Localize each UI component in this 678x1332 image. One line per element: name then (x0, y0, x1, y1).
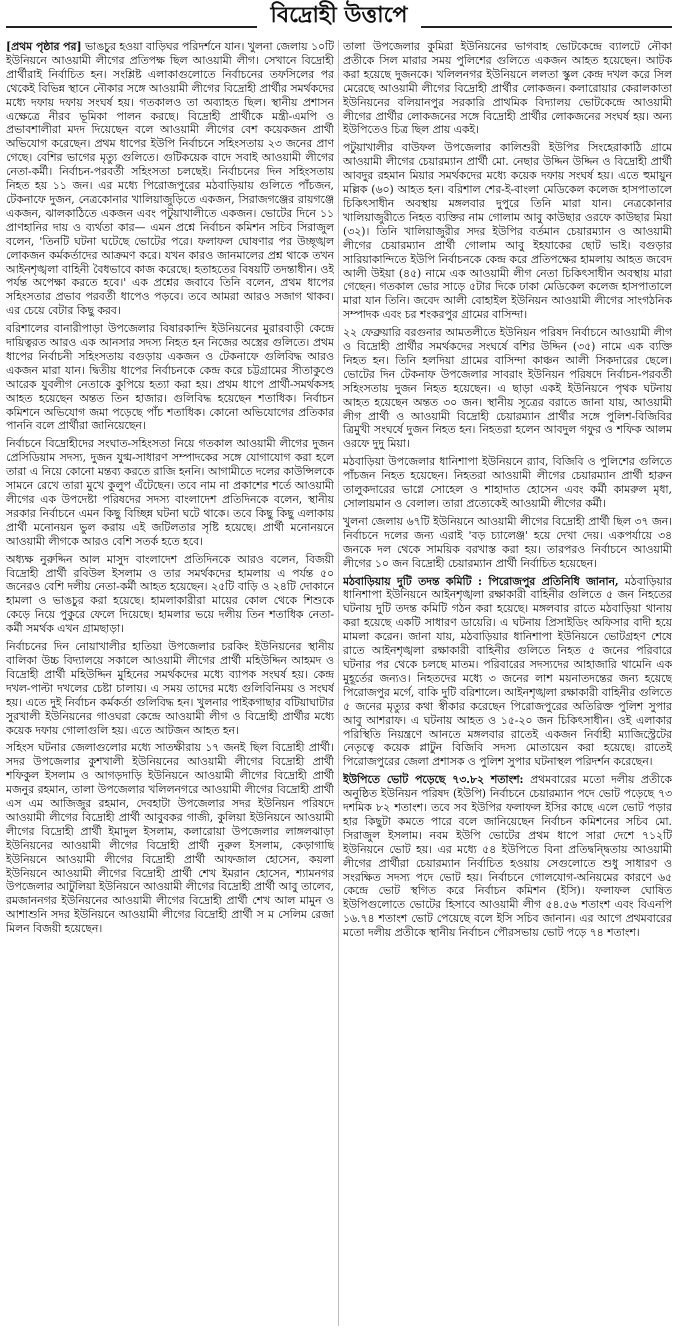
article-paragraph: সহিংস ঘটনার জেলাগুলোর মধ্যে সাতক্ষীরায় ১৭ জনই ছিল বিদ্রোহী প্রার্থী। সদর উপজেলার কুশখালী ইউনিয়নের আওয়ামী লীগের বিদ্রোহী প্রার্থী শফিকুল ইসলাম ও আগড়দাড়ি ইউনিয়নে আওয়ামী লীগের বিদ্রোহী প্রার্থী মজনুর রহমান, তালা উপজেলার খলিলনগরে আওয়ামী লীগের বিদ্রোহী প্রার্থী এস এম আজিজুর রহমান, দেবহাটা উপজেলার সদর ইউনিয়ন পরিষদে আওয়ামী লীগের বিদ্রোহী প্রার্থী আবুবকর গাজী, কুলিয়া ইউনিয়নে আওয়ামী লীগের বিদ্রোহী প্রার্থী ইমাদুল ইসলাম, কলারোয়া উপজেলার লাঙ্গলঝাড়া ইউনিয়নের আওয়ামী লীগের বিদ্রোহী প্রার্থী নুরুল ইসলাম, কেড়াগাছি ইউনিয়নে আওয়ামী লীগের বিদ্রোহী প্রার্থী আফজাল হোসেন, কয়লা ইউনিয়নে আওয়ামী লীগের বিদ্রোহী প্রার্থী শেখ ইমরান হোসেন, শ্যামনগর উপজেলার আটুলিয়া ইউনিয়নে আওয়ামী লীগের বিদ্রোহী প্রার্থী আবু তালেব, রমজাননগর ইউনিয়নের আওয়ামী লীগের বিদ্রোহী প্রার্থী শেখ আল মামুন ও আশাশুনি সদর ইউনিয়নে আওয়ামী লীগের বিদ্রোহী প্রার্থী স ম সেলিম রেজা মিলন বিজয়ী হয়েছেন। (6, 741, 334, 936)
article-paragraph (6, 40, 334, 318)
subheading: ইউপিতে ভোট পড়েছে ৭৩.৮২ শতাংশ: (343, 773, 524, 787)
left-column (6, 40, 334, 1328)
article-paragraph: মঠবাড়িয়া উপজেলার ধানিশাপা ইউনিয়নে র‍্যাব, বিজিবি ও পুলিশের গুলিতে পাঁচজন নিহত হয়েছেন। নিহতরা আওয়ামী লীগের চেয়ারম্যান প্রার্থী হারুন তালুকদারের ভাগ্নে সোহেল ও শাহাদাত হোসেন এবং কর্মী কামরুল মৃধা, সোলায়মান ও বেলাল। তারা প্রত্যেকেই আওয়ামী লীগের কর্মী। (343, 455, 672, 510)
article-paragraph: অধ্যক্ষ নুরুদ্দিন আল মাসুদ বাংলাদেশ প্রতিদিনকে আরও বলেন, বিজয়ী বিদ্রোহী প্রার্থী রবিউল ইসলাম ও তার সমর্থকদের হামলায় এ পর্যন্ত ৫০ জনেরও বেশি দলীয় নেতা-কর্মী আহত হয়েছেন। ২৫টি বাড়ি ও ২৪টি দোকানে হামলা ও ভাঙচুর করা হয়েছে। হামলাকারীরা মায়ের কোল থেকে শিশুকে কেড়ে নিয়ে পুকুরে ফেলে দিয়েছে। হামলার ভয়ে দলীয় তিন শতাধিক নেতা-কর্মী সমর্থক এখন গ্রামছাড়া। (6, 552, 334, 636)
article-paragraph: নির্বাচনে বিদ্রোহীদের সংঘাত-সহিংসতা নিয়ে গতকাল আওয়ামী লীগের দুজন প্রেসিডিয়াম সদস্য, দুজন যুগ্ম-সাধারণ সম্পাদকের সঙ্গে যোগাযোগ করা হলে তারা এ নিয়ে কোনো মন্তব্য করতে রাজি হননি। আগামীতে দলের কাউন্সিলকে সামনে রেখে তারা মুখে কুলুপ এঁটেছেন। তবে নাম না প্রকাশের শর্তে আওয়ামী লীগের এক উপদেষ্টা পরিষদের সদস্য বাংলাদেশ প্রতিদিনকে বলেন, স্থানীয় সরকার নির্বাচনে এমন কিছু বিচ্ছিন্ন ঘটনা ঘটে থাকে। তবে কিছু কিছু এলাকায় প্রার্থী মনোনয়ন ভুল করায় এই জটিলতার সৃষ্টি হয়েছে। প্রার্থী মনোনয়নে আওয়ামী লীগকে আরও বেশি সতর্ক হতে হবে। (6, 437, 334, 548)
section-paragraph (343, 773, 672, 940)
article-paragraph: বরিশালের বানারীপাড়া উপজেলার বিষারকান্দি ইউনিয়নের মুরারবাড়ী কেন্দ্রে দায়িত্বরত আরও এক আনসার সদস্য নিহত হন নিজের অস্ত্রের গুলিতে। প্রথম ধাপের নির্বাচনী সহিংসতায় বগুড়ায় একজন ও টেকনাফে গুলিবিদ্ধ আরও একজন মারা যান। দ্বিতীয় ধাপের নির্বাচনকে কেন্দ্র করে চট্টগ্রামের সীতাকুণ্ডে আরেক যুবলীগ নেতাকে কুপিয়ে হত্যা করা হয়। প্রথম ধাপে প্রার্থী-সমর্থকসহ আহত হয়েছেন অন্তত তিন হাজার। গুলিবিদ্ধ হয়েছেন শতাধিক। নির্বাচন কমিশনে অভিযোগ জমা পড়েছে পাঁচ শতাধিক। কোনো অভিযোগের প্রতিকার পাননি বলে প্রার্থীরা জানিয়েছেন। (6, 322, 334, 433)
continuation-label: [প্রথম পৃষ্ঠার পর] (6, 40, 82, 53)
paragraph-text: মঠবাড়িয়ার ধানিশাপা ইউনিয়নে আইনশৃঙ্খলা রক্ষাকারী বাহিনীর গুলিতে ৫ জন নিহতের ঘটনায় দুটি তদন্ত কমিটি গঠন করা হয়েছে। মঙ্গলবার রাতে মঠবাড়িয়া থানায় করা হয়েছে একটি সাধারণ ডায়েরি। এ ঘটনায় প্রিসাইডিং অফিসার বাদী হয়ে মামলা করেন। জানা যায়, মঠবাড়িয়ার ধানিশাপা ইউনিয়নে ভোটগ্রহণ শেষে রাতে আইনশৃঙ্খলা রক্ষাকারী বাহিনীর গুলিতে নিহত ৫ জনের পরিবারে ঘটনার পর থেকে চলছে মাতম। পরিবারের সদস্যদের আহাজারি থামেনি এক মুহূর্তের জন্যও। নিহতদের মধ্যে ৩ জনের লাশ ময়নাতদন্তের জন্য হয়েছে পিরোজপুর মর্গে, বাকি দুটি বরিশালে। আইনশৃঙ্খলা রক্ষাকারী বাহিনীর গুলিতে ৫ জনের মৃত্যুর কথা স্বীকার করেছেন পিরোজপুরের অতিরিক্ত পুলিশ সুপার আবু আশরাফ। এ ঘটনায় আহত ও ১৫-২০ জন চিকিৎসাধীন। ওই এলাকার পরিস্থিতি নিয়ন্ত্রণে আনতে মঙ্গলবার রাতেই একজন নির্বাহী ম্যাজিস্ট্রেটের নেতৃত্বে কয়েক প্লাটুন বিজিবি সদস্য মোতায়েন করা হয়েছে। রাতেই পিরোজপুরের জেলা প্রশাসক ও পুলিশ সুপার ঘটনাস্থল পরিদর্শন করেছেন। (343, 574, 672, 769)
article-paragraph: তালা উপজেলার কুমিরা ইউনিয়নের ভাগবাহ ভোটকেন্দ্রে ব্যালটে নৌকা প্রতীকে সিল মারার সময় পুলিশের গুলিতে একজন আহত হয়েছেন। আটক করা হয়েছে দুজনকে। খলিলনগর ইউনিয়নে ললতা স্কুল কেন্দ্র দখল করে সিল মেরেছে আওয়ামী লীগের বিদ্রোহী প্রার্থীর লোকজন। কলারোয়ার কেরালকাতা ইউনিয়নের বলিয়ানপুর সরকারি প্রাথমিক বিদ্যালয় ভোটকেন্দ্রে আওয়ামী লীগের প্রার্থীর লোকজনের সঙ্গে বিদ্রোহী প্রার্থীর লোকজনের সংঘর্ষ হয়। অন্য ইউপিতেও চিত্র ছিল প্রায় একই। (343, 40, 672, 137)
headline-text: বিদ্রোহী উত্তাপে (257, 2, 422, 28)
article-paragraph: খুলনা জেলায় ৬৭টি ইউনিয়নে আওয়ামী লীগের বিদ্রোহী প্রার্থী ছিল ৩৭ জন। নির্বাচনে দলের জন্য এরাই 'বড় চ্যালেঞ্জ' হয়ে দেখা দেয়। একপর্যায়ে ৩৪ জনকে দল থেকে সাময়িক বরখাস্ত করা হয়। তারপরও নির্বাচনে আওয়ামী লীগের ১০ জন বিদ্রোহী চেয়ারম্যান প্রার্থী নির্বাচিত হয়েছেন। (343, 514, 672, 570)
right-column (343, 40, 672, 1328)
article-paragraph: ২২ ফেব্রুয়ারি বরগুনার আমতলীতে ইউনিয়ন পরিষদ নির্বাচনে আওয়ামী লীগ ও বিদ্রোহী প্রার্থীর সমর্থকদের সংঘর্ষে বশির উদ্দিন (৩৫) নামে এক ব্যক্তি নিহত হন। তিনি হলদিয়া গ্রামের বাসিন্দা কাঞ্চন আলী সিকদারের ছেলে। ভোটের দিন টেকনাফ উপজেলার সাবরাং ইউনিয়ন পরিষদে নির্বাচন-পরবর্তী সহিংসতায় দুজন নিহত হয়েছেন। এ ছাড়া একই ইউনিয়নে পৃথক ঘটনায় আহত হয়েছেন অন্তত ৩০ জন। স্থানীয় সূত্রের বরাতে জানা যায়, আওয়ামী লীগ প্রার্থী ও আওয়ামী বিদ্রোহী চেয়ারম্যান প্রার্থীর সঙ্গে পুলিশ-বিজিবির ত্রিমুখী সংঘর্ষে দুজন নিহত হন। নিহতরা হলেন আবদুল গফুর ও শফিক আলম ওরফে দুদু মিয়া। (343, 326, 672, 451)
article-paragraph: নির্বাচনের দিন নোয়াখালীর হাতিয়া উপজেলার চরকিং ইউনিয়নের স্থানীয় বালিকা উচ্চ বিদ্যালয়ে সকালে আওয়ামী লীগের প্রার্থী মহিউদ্দিন আহমদ ও বিদ্রোহী প্রার্থী মহিউদ্দিন মুহিনের সমর্থকদের মধ্যে ব্যাপক সংঘর্ষ হয়। কেন্দ্র দখল-পাল্টা দখলের চেষ্টা চালায়। এ সময় তাদের মধ্যে গুলিবিনিময় ও সংঘর্ষ হয়। এতে দুই নির্বাচন কর্মকর্তা গুলিবিদ্ধ হন। খুলনার পাইকগাছার বটিয়াঘাটার সুরখালী ইউনিয়নের গাওঘরা কেন্দ্রে আওয়ামী লীগ ও বিদ্রোহী প্রার্থীর মধ্যে কয়েক দফায় গোলাগুলি হয়। এতে আটজন আহত হন। (6, 640, 334, 737)
article-paragraph: পটুয়াখালীর বাউফল উপজেলার কালিশুরী ইউপির সিংহেরাকাঠি গ্রামে আওয়ামী লীগের চেয়ারম্যান প্রার্থী মো. নেছার উদ্দিন উদ্দিন ও বিদ্রোহী প্রার্থী আবদুর রহমান মিয়ার সমর্থকদের মধ্যে কয়েক দফায় সংঘর্ষ হয়। এতে হুমায়ুন মল্লিক (৬০) আহত হন। বরিশাল শের-ই-বাংলা মেডিকেল কলেজ হাসপাতালে চিকিৎসাধীন অবস্থায় মঙ্গলবার দুপুরে তিনি মারা যান। নেত্রকোনার খালিয়াজুরীতে নিহত ব্যক্তির নাম গোলাম আবু কাউছার ওরফে কাউছার মিয়া (৩২)। তিনি খালিয়াজুরীর সদর ইউপির বর্তমান চেয়ারম্যান ও আওয়ামী লীগের চেয়ারম্যান প্রার্থী গোলাম আবু ইহযাকের ছোট ভাই। বগুড়ার সারিয়াকান্দিতে ইউপি নির্বাচনকে কেন্দ্র করে প্রতিপক্ষের হামলায় আহত জবেদ আলী উইয়া (৪৫) নামে এক আওয়ামী লীগ নেতা চিকিৎসাধীন অবস্থায় মারা গেছেন। গতকাল ভোর সাড়ে ৫টার দিকে ঢাকা মেডিকেল কলেজ হাসপাতালে মারা যান তিনি। জবেদ আলী বোহাইল ইউনিয়ন আওয়ামী লীগের সাংগঠনিক সম্পাদক এবং চর শংকরপুর গ্রামের বাসিন্দা। (343, 141, 672, 322)
headline (0, 0, 678, 30)
subheading: মঠবাড়িয়ায় দুটি তদন্ত কমিটি : পিরোজপুর প্রতিনিধি জানান, (343, 574, 619, 588)
section-paragraph (343, 575, 672, 770)
column-divider (338, 40, 339, 1326)
paragraph-text: প্রথমবারের মতো দলীয় প্রতীকে অনুষ্ঠিত ইউনিয়ন পরিষদ (ইউপি) নির্বাচনে চেয়ারম্যান পদে ভোট পড়েছে ৭৩ দশমিক ৮২ শতাংশ। তবে সব ইউপির ফলাফল ইসির কাছে এলে ভোট পড়ার হার কিছুটা কমতে পারে বলে জানিয়েছেন নির্বাচন কমিশনের সচিব মো. সিরাজুল ইসলাম। নবম ইউপি ভোটের প্রথম ধাপে সারা দেশে ৭১২টি ইউনিয়নে ভোট হয়। এর মধ্যে ৫৪ ইউপিতে বিনা প্রতিদ্বন্দ্বিতায় আওয়ামী লীগের প্রার্থীরা চেয়ারম্যান নির্বাচিত হওয়ায় সেগুলোতে শুধু সাধারণ ও সংরক্ষিত সদস্য পদে ভোট হয়। নির্বাচনে গোলযোগ-অনিয়মের কারণে ৬৫ কেন্দ্রে ভোট স্থগিত করে নির্বাচন কমিশন (ইসি)। ফলাফল ঘোষিত ইউপিগুলোতে ভোটের হিসাবে আওয়ামী লীগ ৫৪.৫৬ শতাংশ এবং বিএনপি ১৬.৭৪ শতাংশ ভোট পেয়েছে বলে ইসি সচিব জানান। এর আগে প্রথমবারের মতো দলীয় প্রতীকে স্থানীয় নির্বাচন পৌরসভায় ভোট পড়ে ৭৪ শতাংশ। (343, 773, 672, 940)
paragraph-text: ভাঙচুর হওয়া বাড়িঘর পরিদর্শনে যান। খুলনা জেলায় ১০টি ইউনিয়নে আওয়ামী লীগের প্রতিপক্ষ ছিল আওয়ামী লীগ। সেখানে বিদ্রোহী প্রার্থীরাই নির্বাচিত হন। সংশ্লিষ্ট এলাকাগুলোতে নির্বাচনের তফসিলের পর থেকেই বিভিন্ন স্থানে নৌকার সঙ্গে আওয়ামী লীগের বিদ্রোহী প্রার্থীর সমর্থকদের মধ্যে দফায় দফায় সংঘর্ষ হয়। গতকালও তা অব্যাহত ছিল। স্থানীয় প্রশাসন এক্ষেত্রে নীরব ভূমিকা পালন করছে। বিদ্রোহী প্রার্থীকে মন্ত্রী-এমপি ও প্রভাবশালীরা মদদ দিয়েছেন বলে আওয়ামী লীগের বেশ কয়েকজন প্রার্থী অভিযোগ করেছেন। প্রথম ধাপের ইউপি নির্বাচনে সহিংসতায় ২৩ জনের প্রাণ গেছে। বেশির ভাগের মৃত্যু গুলিতে। গুটিকয়েক বাদে সবাই আওয়ামী লীগের নেতা-কর্মী। নির্বাচন-পরবর্তী সহিংসতা চলছেই। নির্বাচনের দিন সহিংসতায় নিহত হয় ১১ জন। এর মধ্যে পিরোজপুরের মঠবাড়িয়ায় গুলিতে পাঁচজন, টেকনাফে দুজন, নেত্রকোনার খালিয়াজুড়িতে একজন, সিরাজগঞ্জের রায়গঞ্জে একজন, ঝালকাঠিতে একজন এবং পটুয়াখালীতে একজন। ভোটের দিনে ১১ প্রাণহানির দায় ও ব্যর্থতা কার— এমন প্রশ্নে নির্বাচন কমিশন সচিব সিরাজুল বলেন, 'তিনটি ঘটনা ঘটেছে ভোটের পরে। ফলাফল ঘোষণার পর উচ্ছৃঙ্খল লোকজন কর্মকর্তাদের আক্রমণ করে। যখন কারও জানমালের প্রশ্ন থাকে তখন আইনশৃঙ্খলা বাহিনী বৈধভাবে কাজ করেছে। হতাহতের বিষয়টি তদন্তাধীন। ওই পর্যন্ত অপেক্ষা করতে হবে।' এক প্রশ্নের জবাবে তিনি বলেন, প্রথম ধাপের সহিংসতার প্রভাব পরবর্তী ধাপেও পড়বে। তবে আমরা আরও সজাগ থাকব। এর চেয়ে বেটার কিছু করব। (6, 40, 334, 318)
